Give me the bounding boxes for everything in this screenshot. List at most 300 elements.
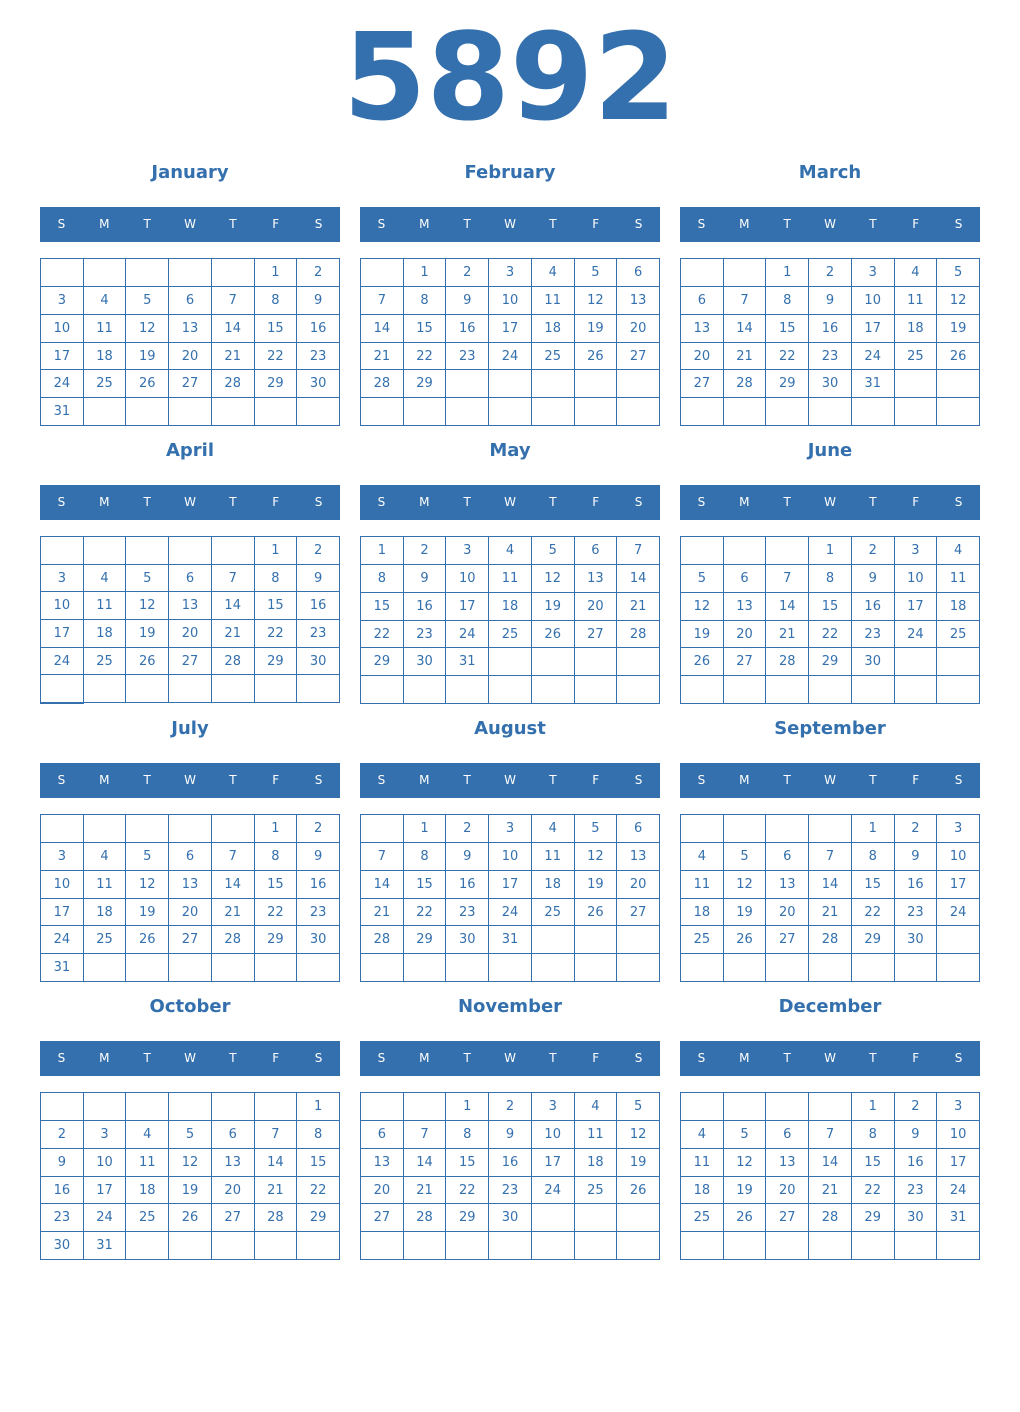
weekday-label: S (697, 217, 706, 231)
day-cell: 26 (126, 370, 169, 398)
day-cell: 17 (852, 315, 895, 343)
day-cell: 22 (404, 899, 447, 927)
day-grid (680, 536, 980, 704)
day-cell: 30 (297, 648, 340, 676)
day-cell (489, 398, 532, 426)
day-cell (937, 676, 980, 704)
day-cell (895, 648, 938, 676)
weekday-label: M (739, 217, 750, 231)
day-cell: 10 (41, 592, 84, 620)
weekday-header (40, 1041, 340, 1076)
day-cell: 21 (766, 621, 809, 649)
day-cell: 30 (489, 1204, 532, 1232)
weekday-label: S (697, 1051, 706, 1065)
day-cell: 20 (617, 315, 660, 343)
day-cell: 26 (681, 648, 724, 676)
weekday-label: F (272, 495, 280, 509)
day-cell (766, 1093, 809, 1121)
day-cell (852, 676, 895, 704)
day-cell (169, 954, 212, 982)
day-cell: 30 (41, 1232, 84, 1260)
day-cell: 7 (809, 1121, 852, 1149)
day-cell: 29 (255, 648, 298, 676)
day-cell (169, 398, 212, 426)
day-cell (937, 954, 980, 982)
day-grid (40, 258, 340, 426)
day-grid (40, 1092, 340, 1260)
day-cell: 9 (895, 1121, 938, 1149)
weekday-label: T (463, 1051, 471, 1065)
day-cell (404, 1232, 447, 1260)
day-cell (575, 676, 618, 704)
day-cell: 17 (489, 315, 532, 343)
weekday-label: T (869, 1051, 877, 1065)
day-cell: 28 (809, 1204, 852, 1232)
month-january (40, 158, 340, 436)
weekday-label: W (184, 217, 196, 231)
day-cell: 30 (895, 1204, 938, 1232)
month-october (40, 992, 340, 1270)
day-cell: 11 (575, 1121, 618, 1149)
day-cell: 19 (617, 1149, 660, 1177)
day-cell (255, 1232, 298, 1260)
day-cell: 15 (446, 1149, 489, 1177)
day-cell: 17 (937, 871, 980, 899)
weekday-header (40, 763, 340, 798)
day-cell: 12 (724, 1149, 767, 1177)
weekday-label: S (57, 495, 66, 509)
day-cell: 2 (297, 537, 340, 565)
day-cell: 4 (126, 1121, 169, 1149)
day-cell (724, 676, 767, 704)
day-cell: 27 (724, 648, 767, 676)
day-cell: 25 (681, 1204, 724, 1232)
day-cell: 8 (361, 565, 404, 593)
day-cell: 16 (297, 315, 340, 343)
weekday-label: M (99, 495, 110, 509)
day-cell (681, 259, 724, 287)
weekday-label: M (739, 1051, 750, 1065)
day-cell: 2 (852, 537, 895, 565)
day-cell: 18 (84, 899, 127, 927)
day-cell (361, 1232, 404, 1260)
day-cell: 4 (681, 1121, 724, 1149)
day-cell: 29 (809, 648, 852, 676)
day-cell (84, 675, 127, 703)
day-cell: 12 (126, 592, 169, 620)
day-cell: 7 (212, 843, 255, 871)
day-cell: 29 (852, 926, 895, 954)
day-cell (361, 259, 404, 287)
day-cell: 22 (852, 899, 895, 927)
day-cell: 13 (575, 565, 618, 593)
day-cell (766, 537, 809, 565)
day-cell (724, 398, 767, 426)
day-cell (532, 1232, 575, 1260)
day-cell (84, 954, 127, 982)
day-cell: 27 (617, 899, 660, 927)
day-cell (169, 537, 212, 565)
day-cell: 3 (446, 537, 489, 565)
day-cell: 25 (532, 343, 575, 371)
day-cell: 2 (895, 815, 938, 843)
weekday-label: S (314, 495, 323, 509)
day-cell: 2 (446, 815, 489, 843)
day-cell: 10 (937, 1121, 980, 1149)
day-cell (84, 398, 127, 426)
day-cell (41, 259, 84, 287)
day-cell: 25 (126, 1204, 169, 1232)
day-cell (724, 259, 767, 287)
day-cell (126, 537, 169, 565)
day-cell: 8 (404, 287, 447, 315)
weekday-label: T (549, 495, 557, 509)
day-cell: 28 (766, 648, 809, 676)
day-cell: 11 (489, 565, 532, 593)
day-cell: 26 (724, 926, 767, 954)
month-february (360, 158, 660, 436)
day-cell (169, 1093, 212, 1121)
day-cell: 14 (809, 871, 852, 899)
day-cell (575, 398, 618, 426)
day-cell (169, 815, 212, 843)
day-cell: 28 (724, 370, 767, 398)
day-cell (809, 398, 852, 426)
month-june (680, 436, 980, 714)
weekday-label: F (592, 495, 600, 509)
day-cell: 27 (169, 370, 212, 398)
weekday-label: F (912, 773, 920, 787)
day-cell: 23 (446, 899, 489, 927)
day-cell: 1 (404, 815, 447, 843)
day-cell: 15 (255, 592, 298, 620)
weekday-label: T (463, 217, 471, 231)
day-cell: 9 (41, 1149, 84, 1177)
day-cell: 10 (937, 843, 980, 871)
day-cell: 24 (41, 648, 84, 676)
weekday-label: S (377, 1051, 386, 1065)
weekday-label: F (592, 1051, 600, 1065)
day-cell: 26 (937, 343, 980, 371)
day-cell: 3 (41, 287, 84, 315)
day-cell: 10 (895, 565, 938, 593)
day-cell (446, 676, 489, 704)
day-cell: 20 (681, 343, 724, 371)
day-cell: 24 (41, 370, 84, 398)
day-cell: 12 (937, 287, 980, 315)
weekday-label: F (592, 217, 600, 231)
day-cell: 1 (255, 815, 298, 843)
day-cell (681, 954, 724, 982)
day-cell (212, 398, 255, 426)
day-cell: 9 (297, 565, 340, 593)
day-cell: 7 (361, 287, 404, 315)
weekday-label: T (463, 495, 471, 509)
day-cell: 6 (617, 815, 660, 843)
day-grid (680, 1092, 980, 1260)
day-cell: 16 (489, 1149, 532, 1177)
day-cell: 11 (126, 1149, 169, 1177)
day-cell: 16 (446, 315, 489, 343)
day-cell: 30 (297, 370, 340, 398)
day-cell: 21 (361, 899, 404, 927)
weekday-label: S (634, 495, 643, 509)
day-cell: 14 (724, 315, 767, 343)
day-cell: 1 (766, 259, 809, 287)
day-cell: 28 (212, 926, 255, 954)
day-cell (361, 398, 404, 426)
day-cell: 3 (852, 259, 895, 287)
day-cell (809, 954, 852, 982)
day-cell: 21 (617, 593, 660, 621)
day-grid (360, 1092, 660, 1260)
day-cell: 10 (489, 843, 532, 871)
day-cell: 15 (766, 315, 809, 343)
day-cell: 20 (617, 871, 660, 899)
day-cell: 29 (404, 370, 447, 398)
day-cell: 29 (255, 926, 298, 954)
day-cell: 18 (575, 1149, 618, 1177)
day-cell: 28 (404, 1204, 447, 1232)
day-cell (532, 926, 575, 954)
day-cell: 25 (532, 899, 575, 927)
day-cell: 5 (617, 1093, 660, 1121)
day-cell (617, 370, 660, 398)
day-cell: 14 (809, 1149, 852, 1177)
month-name: January (151, 162, 229, 183)
day-cell: 16 (297, 592, 340, 620)
day-cell: 14 (255, 1149, 298, 1177)
weekday-label: W (504, 1051, 516, 1065)
day-cell: 19 (126, 899, 169, 927)
day-cell: 31 (852, 370, 895, 398)
day-cell (617, 648, 660, 676)
day-cell: 25 (575, 1177, 618, 1205)
day-cell: 7 (617, 537, 660, 565)
day-cell (212, 259, 255, 287)
month-name: March (798, 162, 862, 183)
weekday-label: T (783, 773, 791, 787)
weekday-label: S (697, 773, 706, 787)
day-cell: 13 (766, 1149, 809, 1177)
day-cell (255, 954, 298, 982)
weekday-label: S (314, 1051, 323, 1065)
day-cell: 12 (575, 843, 618, 871)
day-cell: 17 (489, 871, 532, 899)
day-cell: 30 (895, 926, 938, 954)
day-cell: 21 (809, 899, 852, 927)
day-cell: 24 (852, 343, 895, 371)
weekday-header (40, 207, 340, 242)
day-cell (681, 537, 724, 565)
day-cell: 24 (41, 926, 84, 954)
day-cell (489, 648, 532, 676)
weekday-label: T (229, 1051, 237, 1065)
weekday-label: F (912, 1051, 920, 1065)
day-cell: 7 (361, 843, 404, 871)
day-cell: 8 (404, 843, 447, 871)
day-cell: 1 (255, 537, 298, 565)
weekday-label: T (143, 217, 151, 231)
weekday-label: S (314, 217, 323, 231)
day-cell: 27 (575, 621, 618, 649)
day-cell: 14 (361, 871, 404, 899)
day-cell: 17 (41, 620, 84, 648)
day-cell: 14 (212, 592, 255, 620)
weekday-header (680, 485, 980, 520)
day-cell: 5 (937, 259, 980, 287)
day-cell (489, 1232, 532, 1260)
day-cell: 28 (617, 621, 660, 649)
day-cell: 25 (84, 926, 127, 954)
weekday-label: S (377, 495, 386, 509)
weekday-label: S (57, 1051, 66, 1065)
day-grid (680, 814, 980, 982)
day-cell: 13 (169, 871, 212, 899)
day-cell: 8 (766, 287, 809, 315)
day-cell (766, 398, 809, 426)
day-cell: 26 (724, 1204, 767, 1232)
day-cell: 21 (361, 343, 404, 371)
weekday-label: W (504, 495, 516, 509)
weekday-header (360, 1041, 660, 1076)
day-cell: 23 (895, 899, 938, 927)
day-cell: 1 (404, 259, 447, 287)
weekday-label: S (634, 217, 643, 231)
day-cell: 16 (895, 1149, 938, 1177)
month-name: February (464, 162, 556, 183)
day-cell: 18 (532, 315, 575, 343)
weekday-label: S (377, 773, 386, 787)
day-cell: 23 (297, 620, 340, 648)
day-cell: 12 (532, 565, 575, 593)
day-cell: 3 (489, 259, 532, 287)
day-cell (617, 398, 660, 426)
day-cell (937, 398, 980, 426)
day-cell (575, 926, 618, 954)
weekday-label: F (912, 495, 920, 509)
day-cell: 20 (766, 1177, 809, 1205)
day-cell: 29 (255, 370, 298, 398)
day-cell: 9 (852, 565, 895, 593)
weekday-label: F (272, 1051, 280, 1065)
day-cell: 3 (41, 565, 84, 593)
weekday-label: T (869, 217, 877, 231)
day-cell: 14 (404, 1149, 447, 1177)
day-cell (766, 815, 809, 843)
day-cell: 26 (169, 1204, 212, 1232)
day-cell: 15 (361, 593, 404, 621)
day-cell (446, 398, 489, 426)
day-cell: 24 (895, 621, 938, 649)
weekday-label: W (824, 217, 836, 231)
day-cell: 21 (255, 1177, 298, 1205)
day-cell (681, 1093, 724, 1121)
day-cell: 27 (169, 926, 212, 954)
day-cell: 24 (532, 1177, 575, 1205)
day-cell (617, 954, 660, 982)
day-cell (724, 1093, 767, 1121)
month-name: July (171, 718, 209, 739)
day-cell: 20 (169, 620, 212, 648)
month-name: November (457, 996, 563, 1017)
day-cell: 3 (895, 537, 938, 565)
day-cell: 8 (255, 565, 298, 593)
day-cell: 26 (532, 621, 575, 649)
day-cell (255, 1093, 298, 1121)
day-cell: 26 (617, 1177, 660, 1205)
day-cell: 18 (489, 593, 532, 621)
day-cell: 8 (809, 565, 852, 593)
day-cell: 11 (84, 315, 127, 343)
weekday-label: M (99, 1051, 110, 1065)
weekday-label: T (549, 217, 557, 231)
month-name: September (774, 718, 886, 739)
day-cell (41, 675, 84, 703)
day-cell: 18 (126, 1177, 169, 1205)
day-cell (532, 648, 575, 676)
day-cell (41, 537, 84, 565)
month-july (40, 714, 340, 992)
day-cell: 15 (404, 871, 447, 899)
day-cell: 2 (809, 259, 852, 287)
day-cell (404, 1093, 447, 1121)
day-cell: 11 (84, 592, 127, 620)
day-cell: 5 (126, 843, 169, 871)
day-cell: 25 (937, 621, 980, 649)
day-cell: 25 (84, 370, 127, 398)
day-cell: 22 (361, 621, 404, 649)
day-cell: 4 (681, 843, 724, 871)
day-cell: 18 (895, 315, 938, 343)
day-cell: 17 (446, 593, 489, 621)
day-cell: 25 (84, 648, 127, 676)
day-cell: 19 (575, 871, 618, 899)
day-cell (446, 954, 489, 982)
day-cell (532, 370, 575, 398)
weekday-label: T (463, 773, 471, 787)
day-cell: 27 (617, 343, 660, 371)
day-cell: 30 (446, 926, 489, 954)
day-cell: 26 (575, 899, 618, 927)
weekday-label: T (229, 217, 237, 231)
day-cell: 28 (809, 926, 852, 954)
day-cell (852, 954, 895, 982)
weekday-label: W (504, 217, 516, 231)
day-cell (126, 815, 169, 843)
day-cell: 31 (84, 1232, 127, 1260)
weekday-label: T (143, 495, 151, 509)
day-cell (404, 954, 447, 982)
day-cell (724, 537, 767, 565)
day-cell: 20 (724, 621, 767, 649)
day-cell: 24 (446, 621, 489, 649)
day-cell: 9 (809, 287, 852, 315)
weekday-label: M (419, 773, 430, 787)
day-cell: 12 (617, 1121, 660, 1149)
months-grid (40, 158, 980, 1270)
day-cell (724, 1232, 767, 1260)
day-cell: 11 (681, 871, 724, 899)
day-cell (575, 1204, 618, 1232)
day-cell (532, 676, 575, 704)
month-august (360, 714, 660, 992)
day-cell: 14 (766, 593, 809, 621)
day-cell: 22 (446, 1177, 489, 1205)
day-cell: 21 (404, 1177, 447, 1205)
day-cell: 16 (895, 871, 938, 899)
day-cell (41, 815, 84, 843)
